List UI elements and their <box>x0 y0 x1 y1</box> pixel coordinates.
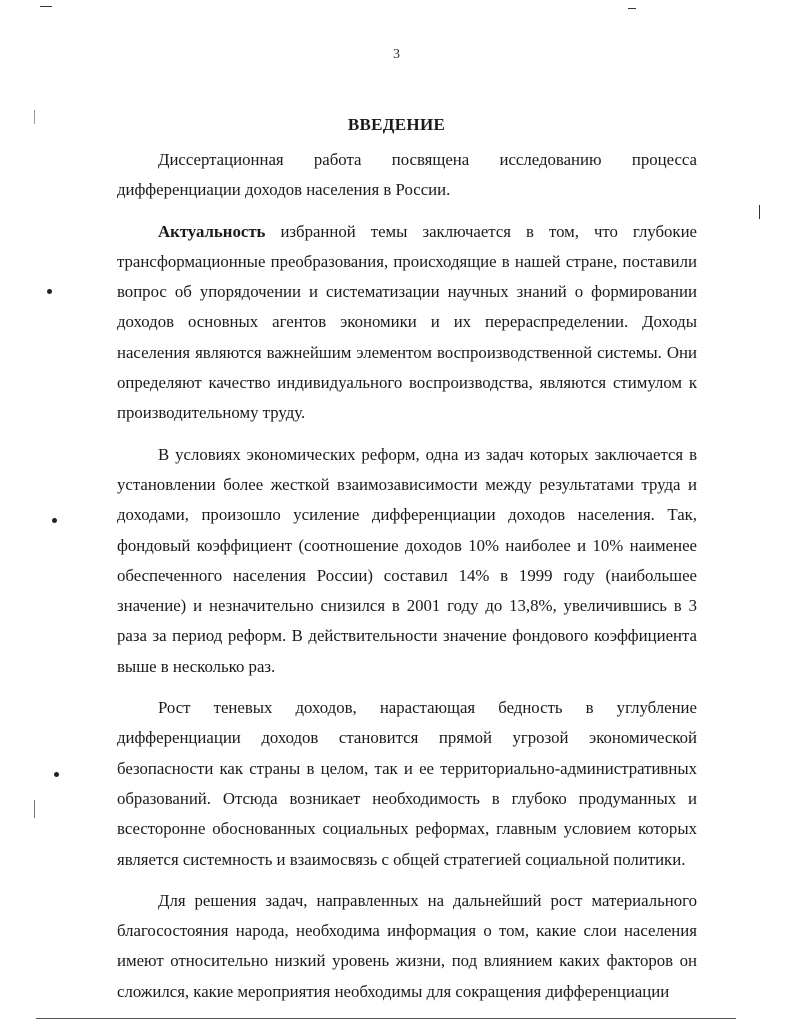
scan-mark-top-right <box>628 8 636 9</box>
paragraph-reforms <box>117 440 697 682</box>
paragraph-text: В условиях экономических реформ, одна из задач которых заключается в установлении более жесткой взаимозависимости между результатами труда и доходами, произошло усиление дифференциации доходов населения. Так, фондовый коэффициент (соотношение доходов 10% наиболее и 10% наименее обеспеченного населения России) составил 14% в 1999 году (наибольшее значение) и незначительно снизился в 2001 году до 13,8%, увеличившись в 3 раза за период реформ. В действительности значение фондового коэффициента выше в несколько раз. <box>117 444 697 676</box>
bold-term: Актуальность <box>158 221 266 241</box>
paragraph-tasks <box>117 886 697 1007</box>
scan-mark-left-margin-lower <box>34 800 35 818</box>
scan-dot <box>52 518 57 523</box>
page-number: 3 <box>393 47 400 62</box>
paragraph-text: Рост теневых доходов, нарастающая бедность в углубление дифференциации доходов становится прямой угрозой экономической безопасности как страны в целом, так и ее территориально-административных образований. Отсюда возникает необходимость в глубоко продуманных и всесторонне обоснованных социальных реформах, главным условием которых является системность и взаимосвязь с общей стратегией социальной политики. <box>117 698 697 869</box>
paragraph-intro <box>117 145 697 206</box>
scan-mark-top-left <box>40 6 52 7</box>
paragraph-shadow-income <box>117 693 697 875</box>
paragraph-text: Для решения задач, направленных на дальнейший рост материального благосостояния народа, необходима информация о том, какие слои населения имеют относительно низкий уровень жизни, под влиянием каких факторов он сложился, какие мероприятия необходимы для сокращения дифференциации <box>117 890 697 1001</box>
scan-dot <box>47 289 52 294</box>
scan-dot <box>54 772 59 777</box>
section-heading: ВВЕДЕНИЕ <box>347 115 446 134</box>
scan-mark-right-margin <box>759 205 760 219</box>
scan-mark-left-margin <box>34 110 35 124</box>
paragraph-text: избранной темы заключается в том, что глубокие трансформационные преобразования, происходящие в нашей стране, поставили вопрос об упорядочении и систематизации научных знаний о формировании доходов основных агентов экономики и их перераспределении. Доходы населения являются важнейшим элементом воспроизводственной системы. Они определяют качество индивидуального воспроизводства, являются стимулом к производительному труду. <box>117 221 697 423</box>
scan-bottom-line <box>36 1018 736 1019</box>
paragraph-text: Диссертационная работа посвящена исследованию процесса дифференциации доходов населения в России. <box>117 150 697 200</box>
paragraph-relevance <box>117 217 697 429</box>
document-body <box>117 145 697 1007</box>
